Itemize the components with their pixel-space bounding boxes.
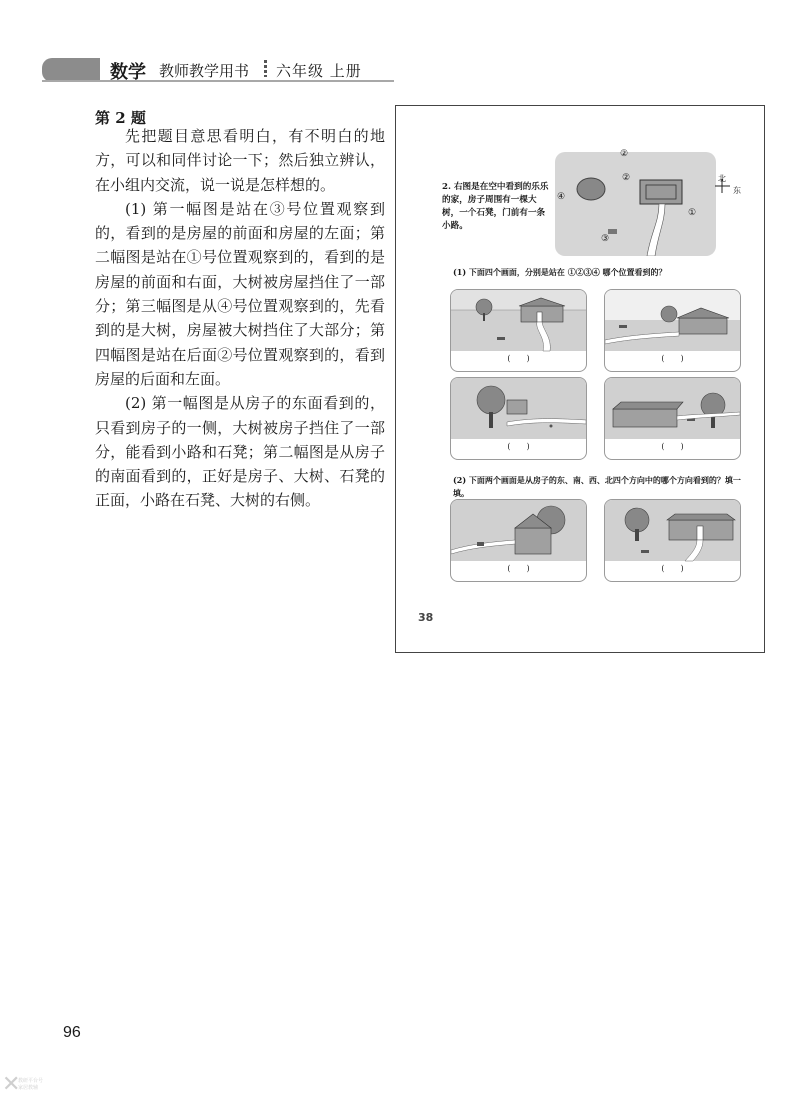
position-label-2: ② bbox=[622, 173, 631, 183]
question-2: (2) 下面两个画面是从房子的东、南、西、北四个方向中的哪个方向看到的？填一填。 bbox=[453, 475, 741, 498]
house-icon bbox=[515, 528, 551, 554]
scene-card-6 bbox=[604, 499, 741, 582]
header-grade: 六年级 上册 bbox=[276, 62, 362, 80]
header-separator bbox=[264, 60, 267, 77]
explanation-text bbox=[95, 124, 385, 513]
watermark bbox=[0, 1070, 60, 1106]
task-text: 2. 右图是在空中看到的乐乐的家，房子周围有一棵大树，一个石凳，门前有一条小路。 bbox=[442, 182, 549, 231]
bench-icon bbox=[477, 542, 484, 546]
question-title: 第 2 题 bbox=[95, 109, 146, 127]
house-icon bbox=[613, 409, 677, 427]
header-subject: 数学 bbox=[110, 62, 146, 83]
scene-card-5 bbox=[450, 499, 587, 582]
scene-card-3 bbox=[450, 377, 587, 460]
header-tab bbox=[42, 58, 100, 82]
tree-icon bbox=[661, 306, 677, 322]
tree-icon bbox=[476, 299, 492, 315]
compass-north: 北 bbox=[718, 174, 726, 183]
paragraph-part1: (1) 第一幅图是站在③号位置观察到的，看到的是房屋的前面和房屋的左面；第二幅图是站在①号位置观察到的，看到的是房屋的前面和右面，大树被房屋挡住了一部分；第三幅图是从④号位置观察到的，先看到的是大树，房屋被大树挡住了大部分；第四幅图是站在后面②号位置观察到的，看到房屋的后面和左面。 bbox=[95, 199, 385, 388]
page-number: 96 bbox=[63, 1024, 81, 1041]
header-book-title: 教师教学用书 bbox=[159, 62, 250, 80]
answer-blank-4[interactable]: ( ) bbox=[661, 442, 684, 451]
bench-icon bbox=[497, 337, 505, 340]
bench-icon bbox=[550, 425, 553, 428]
watermark-line-1: 教研平台号 bbox=[18, 1078, 44, 1084]
position-label-2b: ② bbox=[620, 149, 629, 159]
scene-card-4 bbox=[604, 377, 741, 460]
paragraph-intro: 先把题目意思看明白，有不明白的地方，可以和同伴讨论一下；然后独立辨认，在小组内交流，说一说是怎样想的。 bbox=[95, 127, 385, 194]
answer-blank-1[interactable]: ( ) bbox=[507, 354, 530, 363]
scene-card-2 bbox=[604, 289, 741, 372]
tree-top-view bbox=[577, 178, 605, 200]
position-label-3: ③ bbox=[601, 234, 610, 244]
textbook-page-inset bbox=[395, 105, 765, 653]
answer-blank-2[interactable]: ( ) bbox=[661, 354, 684, 363]
house-icon bbox=[507, 400, 527, 414]
position-label-1: ① bbox=[688, 208, 697, 218]
watermark-logo-icon: ✕ bbox=[2, 1072, 21, 1097]
inset-page-number: 38 bbox=[418, 611, 434, 624]
answer-blank-3[interactable]: ( ) bbox=[507, 442, 530, 451]
question-1: (1) 下面四个画面，分别是站在 ①②③④ 哪个位置看到的？ bbox=[453, 267, 667, 277]
answer-blank-5[interactable]: ( ) bbox=[507, 564, 530, 573]
position-label-4: ④ bbox=[557, 192, 566, 202]
house-icon bbox=[679, 318, 727, 334]
paragraph-part2: (2) 第一幅图是从房子的东面看到的，只看到房子的一侧，大树被房子挡住了一部分，能看到小路和石凳；第二幅图是从房子的南面看到的，正好是房子、大树、石凳的正面，小路在石凳、大树的右侧。 bbox=[95, 394, 385, 510]
compass-east: 东 bbox=[733, 186, 741, 195]
bench-icon bbox=[619, 325, 627, 328]
aerial-map bbox=[555, 149, 716, 256]
bench-icon bbox=[641, 550, 649, 553]
watermark-line-2: 家居教辅 bbox=[18, 1085, 39, 1091]
path-top-view bbox=[647, 204, 665, 256]
tree-icon bbox=[625, 508, 649, 532]
tree-icon bbox=[477, 386, 505, 414]
scene-card-1 bbox=[450, 289, 587, 372]
answer-blank-6[interactable]: ( ) bbox=[661, 564, 684, 573]
bench-top-view bbox=[608, 229, 617, 234]
